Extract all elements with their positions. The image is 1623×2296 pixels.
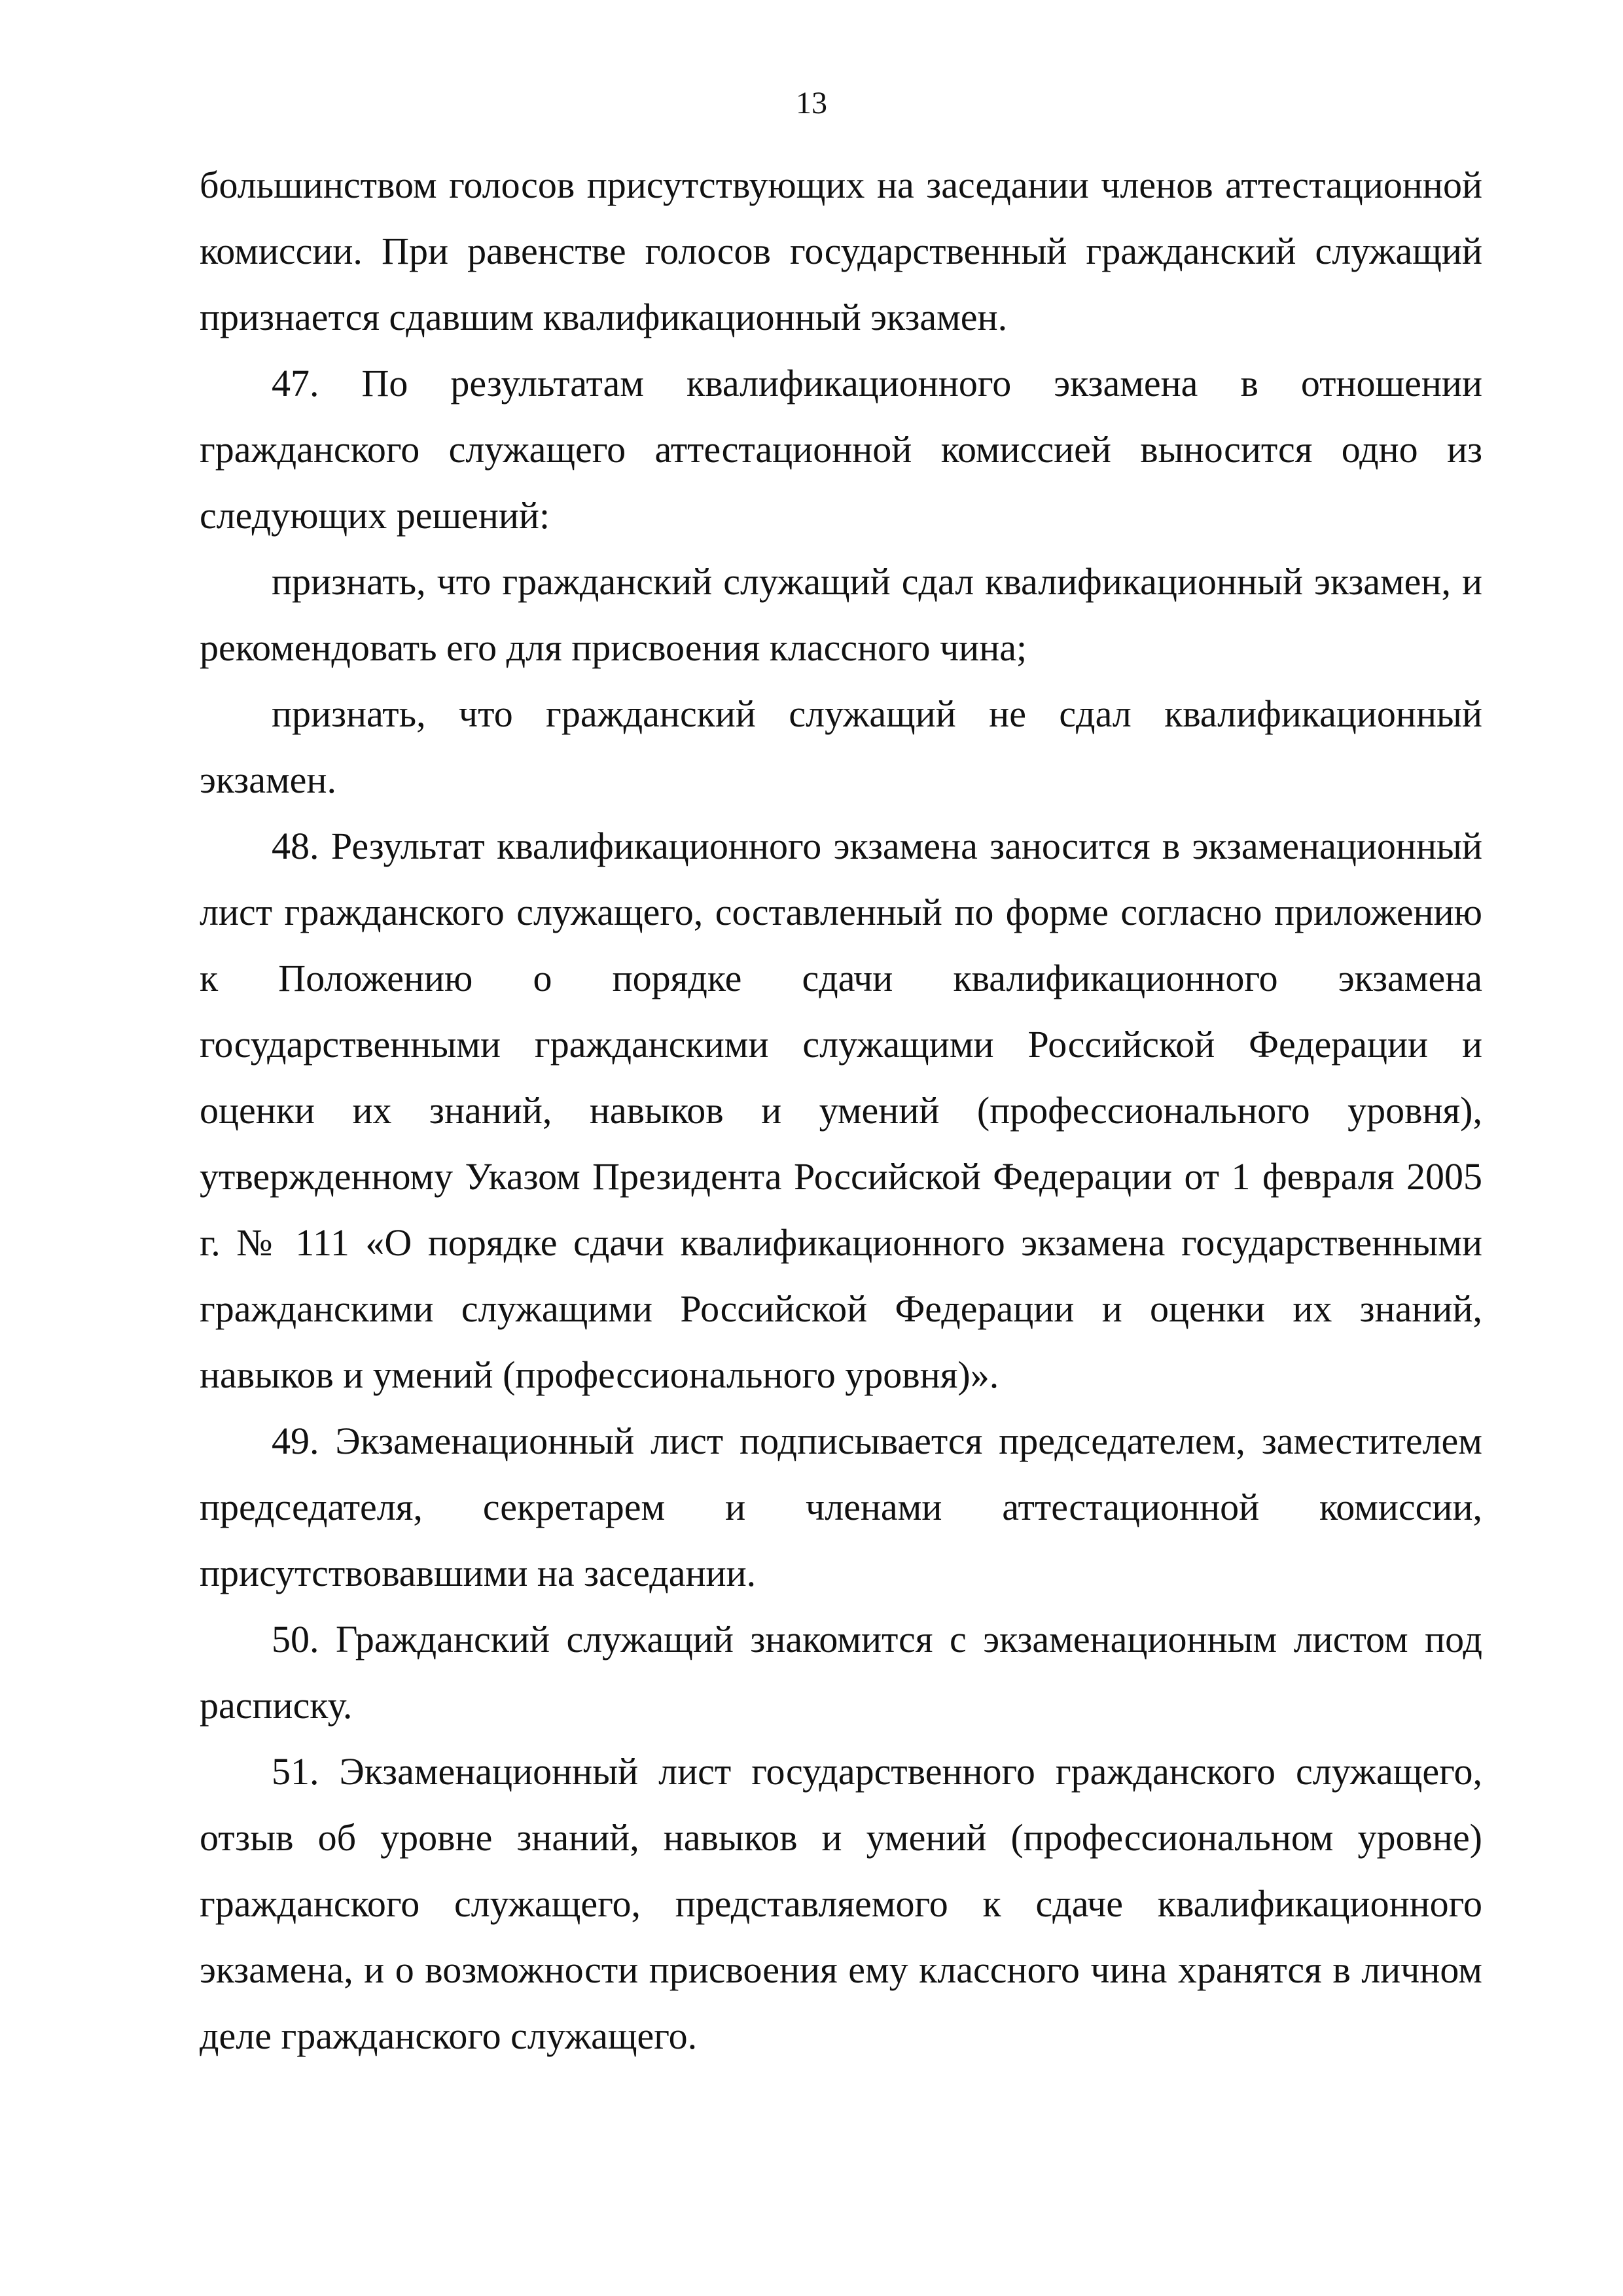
paragraph-50: 50. Гражданский служащий знакомится с экзаменационным листом под расписку.: [200, 1618, 1482, 1727]
page-number: 13: [796, 86, 827, 120]
paragraph-46-continuation: большинством голосов присутствующих на заседании членов аттестационной комиссии. При равенстве голосов государственный гражданский служащий признается сдавшим квалификационный экзамен.: [200, 164, 1482, 338]
paragraph-47: 47. По результатам квалификационного экзамена в отношении гражданского служащего аттестационной комиссией выносится одно из следующих решений:: [200, 362, 1482, 537]
paragraph-49: 49. Экзаменационный лист подписывается председателем, заместителем председателя, секретарем и членами аттестационной комиссии, присутствовавшими на заседании.: [200, 1420, 1482, 1594]
decision-option-passed: признать, что гражданский служащий сдал квалификационный экзамен, и рекомендовать его для присвоения классного чина;: [200, 560, 1482, 669]
paragraph-51: 51. Экзаменационный лист государственного гражданского служащего, отзыв об уровне знаний, навыков и умений (профессиональном уровне) гражданского служащего, представляемого к сдаче квалификационного экзамена, и о возможности присвоения ему классного чина хранятся в личном деле гражданского служащего.: [200, 1750, 1482, 2057]
decision-option-failed: признать, что гражданский служащий не сдал квалификационный экзамен.: [200, 692, 1482, 801]
paragraph-48: 48. Результат квалификационного экзамена заносится в экзаменационный лист гражданского служащего, составленный по форме согласно приложению к Положению о порядке сдачи квалификационного экзамена государственными гражданскими служащими Российской Федерации и оценки их знаний, навыков и умений (профессионального уровня), утвержденному Указом Президента Российской Федерации от 1 февраля 2005 г. № 111 «О порядке сдачи квалификационного экзамена государственными гражданскими служащими Российской Федерации и оценки их знаний, навыков и умений (профессионального уровня)».: [200, 825, 1482, 1396]
document-body: [200, 152, 1482, 2069]
